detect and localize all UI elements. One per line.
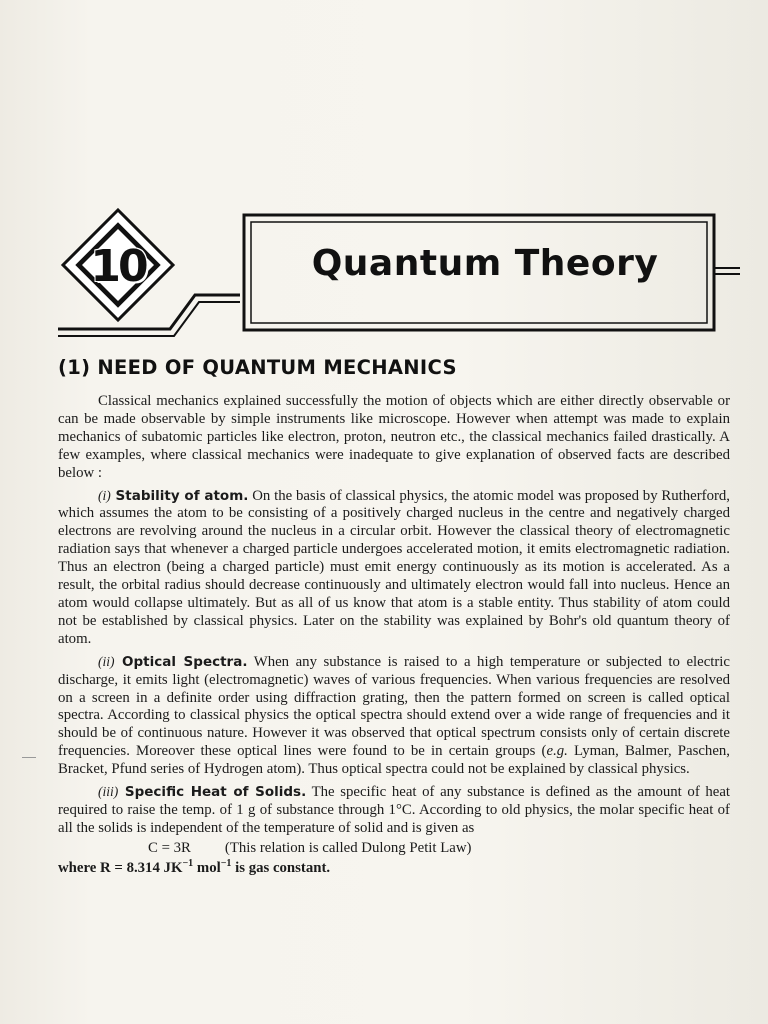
spectra-text: When any substance is raised to a high temperature or subjected to electric discharge, it emits light (electromagnetic) waves of various frequencies. When various frequencies are resolved on a screen in a definite order using diffraction grating, then the pattern formed on screen is called optical spectra. According to classical physics the optical spectra should extend over a wide range of frequencies and it should be of continuous nature. However it was observed that optical spectrum consists only of certain discrete frequencies. Moreover these optical lines were found to be in certain groups (e.g. Lyman, Balmer, Paschen, Bracket, Pfund series of Hydrogen atom). Thus optical spectra could not be explained by classical physics. — [58, 653, 730, 778]
chapter-header — [50, 205, 750, 345]
chapter-title: Quantum Theory — [311, 243, 659, 284]
formula: C = 3R — [148, 839, 191, 856]
specific-heat-heading: (iii) Specific Heat of Solids. — [98, 784, 307, 801]
formula-note: (This relation is called Dulong Petit Law) — [224, 839, 472, 856]
spectra-heading: (ii) Optical Spectra. — [98, 653, 248, 670]
gas-constant-line: where R = 8.314 $JK^{-1}$ mol$^{-1}$ is gas constant. — [58, 857, 331, 876]
section-heading: (1) NEED OF QUANTUM MECHANICS — [58, 356, 457, 379]
body-text — [58, 393, 730, 878]
stability-heading: (i) Stability of atom. — [98, 487, 249, 504]
intro-paragraph: Classical mechanics explained successfully the motion of objects which are either directly observable or can be made observable by simple instruments like microscope. However when attempt was made to explain mechanics of subatomic particles like electron, proton, neutron etc., the classical mechanics failed drastically. A few examples, where classical mechanics were inadequate to give explanation of observed facts are described below : — [58, 393, 730, 481]
stability-text: On the basis of classical physics, the atomic model was proposed by Rutherford, which assumes the atom to be consisting of a positively charged nucleus in the centre and negatively charged electrons are revolving around the nucleus in a circular orbit. However the classical theory of electromagnetic radiation says that whenever a charged particle undergoes accelerated motion, it emits electromagnetic radiation. Thus an electron (being a charged particle) must emit energy continuously as its motion is accelerated. As a result, the orbital radius should decrease continuously and ultimately electron would fall into nucleus. Hence an atom would collapse ultimately. But as all of us know that atom is a stable entity. Thus stability of atom could not be established by classical physics. Later on the stability was explained by Bohr's old quantum theory of atom. — [58, 487, 731, 647]
stability-paragraph — [58, 487, 730, 649]
specific-heat-text: The specific heat of any substance is defined as the amount of heat required to raise the temp. of 1 g of substance through 1°C. According to old physics, the molar specific heat of all the solids is independent of the temperature of solid and is given as — [58, 784, 731, 836]
chapter-number: 10 — [90, 241, 146, 292]
spectra-paragraph — [58, 653, 730, 779]
margin-mark — [22, 757, 36, 758]
specific-heat-paragraph — [58, 783, 730, 838]
show-through-texture — [40, 20, 740, 220]
dulong-petit-formula — [58, 840, 730, 858]
